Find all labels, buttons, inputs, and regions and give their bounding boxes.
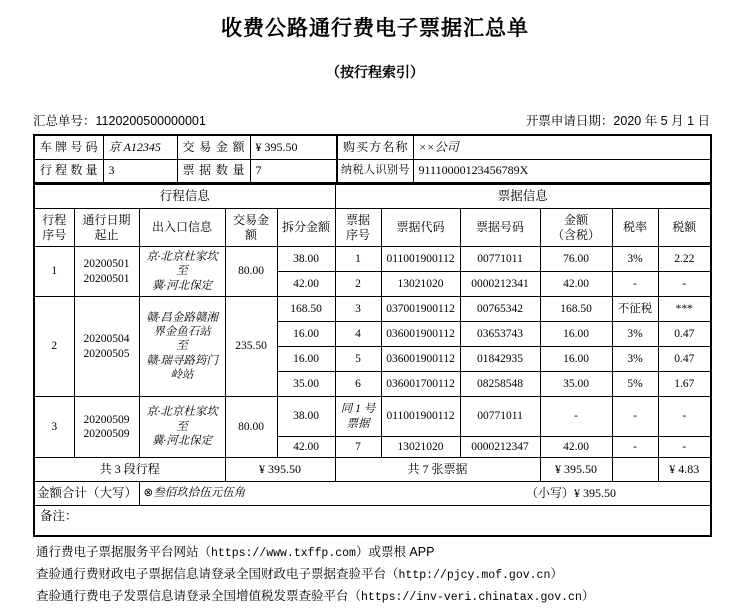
meta-row xyxy=(33,113,710,129)
issue-date xyxy=(526,113,710,129)
invoice-code-cell: 011001900112 xyxy=(381,247,460,272)
amount-words-cell xyxy=(139,482,711,506)
footer-text: ） xyxy=(550,566,563,581)
footer-url: http://pjcy.mof.gov.cn xyxy=(398,568,551,582)
group-header-row xyxy=(34,185,711,209)
invoice-amount-total-cell: ¥ 395.50 xyxy=(540,458,612,482)
split-amount-cell: 16.00 xyxy=(277,347,335,372)
invoice-code-cell: 036001900112 xyxy=(381,322,460,347)
col-header-dates: 通行日期 起止 xyxy=(74,209,139,247)
info-row-2 xyxy=(34,159,711,183)
trip-total-cell: 共 3 段行程 xyxy=(34,458,225,482)
invoice-number-cell: 00771011 xyxy=(460,247,540,272)
footer-notes xyxy=(36,545,750,605)
invoice-amount-cell: 16.00 xyxy=(540,322,612,347)
amount-small-numeric: （小写）¥ 395.50 xyxy=(526,486,617,500)
invoice-count-label: 票据数量 xyxy=(177,159,250,183)
transaction-amount-value: ¥ 395.50 xyxy=(250,135,337,159)
amount-in-words: 叁佰玖拾伍元伍角 xyxy=(153,487,246,500)
invoice-code-cell: 036001900112 xyxy=(381,347,460,372)
footer-text: 查验通行费财政电子票据信息请登录全国财政电子票据查验平台（ xyxy=(36,566,399,581)
col-header-split-amount: 拆分金额 xyxy=(277,209,335,247)
invoice-seq-cell: 4 xyxy=(335,322,381,347)
invoice-number-cell: 0000212341 xyxy=(460,272,540,297)
buyer-name-value: ××公司 xyxy=(413,135,711,159)
summary-number xyxy=(33,113,206,129)
col-header-trip-amount: 交易金额 xyxy=(225,209,277,247)
trip-amount-cell: 235.50 xyxy=(225,297,277,397)
invoice-seq-cell: 7 xyxy=(335,437,381,458)
buyer-name-label: 购买方名称 xyxy=(337,135,413,159)
footer-line-fiscal-check xyxy=(36,567,750,583)
invoice-seq-cell: 1 xyxy=(335,247,381,272)
footer-text: ） xyxy=(581,588,595,603)
invoice-amount-cell: 42.00 xyxy=(540,272,612,297)
invoice-amount-cell: - xyxy=(540,397,612,437)
tax-rate-cell: - xyxy=(612,437,658,458)
tax-amount-cell: 1.67 xyxy=(658,372,711,397)
column-header-row xyxy=(34,209,711,247)
trip-amount-cell: 80.00 xyxy=(225,397,277,458)
issue-date-value: 2020 年 5 月 1 日 xyxy=(613,114,710,128)
col-header-tax-amount: 税额 xyxy=(658,209,711,247)
footer-text: 查验通行费电子发票信息请登录全国增值税发票查验平台（ xyxy=(36,588,362,603)
tax-amount-cell: - xyxy=(658,397,711,437)
trip-invoice-table xyxy=(33,184,712,537)
col-header-route: 出入口信息 xyxy=(139,209,225,247)
amount-words-row xyxy=(34,482,711,506)
tax-rate-cell: - xyxy=(612,397,658,437)
invoice-number-cell: 08258548 xyxy=(460,372,540,397)
trip-dates-cell: 20200501 20200501 xyxy=(74,247,139,297)
tax-rate-cell: 3% xyxy=(612,347,658,372)
split-amount-cell: 168.50 xyxy=(277,297,335,322)
header-info-table xyxy=(33,134,712,184)
invoice-code-cell: 036001700112 xyxy=(381,372,460,397)
summary-number-label: 汇总单号： xyxy=(33,114,96,128)
invoice-number-cell: 00771011 xyxy=(460,397,540,437)
col-header-invoice-code: 票据代码 xyxy=(381,209,460,247)
trip-count-label: 行程数量 xyxy=(34,159,103,183)
tax-rate-cell: - xyxy=(612,272,658,297)
trip-route-cell: 赣·昌金路赣湘界金鱼石站 至 赣·瑞寻路筠门岭站 xyxy=(139,297,225,397)
invoice-number-cell: 00765342 xyxy=(460,297,540,322)
invoice-code-cell: 037001900112 xyxy=(381,297,460,322)
col-header-tax-rate: 税率 xyxy=(612,209,658,247)
info-row-1 xyxy=(34,135,711,159)
trip-count-value: 3 xyxy=(103,159,177,183)
totals-row xyxy=(34,458,711,482)
split-amount-cell: 42.00 xyxy=(277,437,335,458)
invoice-amount-cell: 35.00 xyxy=(540,372,612,397)
trip-2-subrow-1 xyxy=(34,297,711,322)
invoice-code-cell: 13021020 xyxy=(381,272,460,297)
trip-amount-cell: 80.00 xyxy=(225,247,277,297)
tax-total-cell: ¥ 4.83 xyxy=(658,458,711,482)
tax-rate-total-cell xyxy=(612,458,658,482)
split-amount-cell: 38.00 xyxy=(277,247,335,272)
col-header-invoice-seq: 票据 序号 xyxy=(335,209,381,247)
invoice-amount-cell: 42.00 xyxy=(540,437,612,458)
tax-amount-cell: 0.47 xyxy=(658,322,711,347)
tax-rate-cell: 3% xyxy=(612,322,658,347)
tax-amount-cell: - xyxy=(658,437,711,458)
trip-amount-total-cell: ¥ 395.50 xyxy=(225,458,335,482)
col-header-invoice-number: 票据号码 xyxy=(460,209,540,247)
footer-text: ）或票根 APP xyxy=(355,544,435,559)
invoice-code-cell: 13021020 xyxy=(381,437,460,458)
page-subtitle: （按行程索引） xyxy=(326,66,424,81)
invoice-total-cell: 共 7 张票据 xyxy=(335,458,540,482)
footer-line-vat-check xyxy=(36,589,750,605)
footer-url: https://www.txffp.com xyxy=(211,546,356,560)
summary-number-value: 1120200500000001 xyxy=(95,114,206,128)
invoice-amount-cell: 16.00 xyxy=(540,347,612,372)
footer-line-platform xyxy=(36,545,750,561)
taxpayer-id-label: 纳税人识别号 xyxy=(337,159,413,183)
tax-amount-cell: *** xyxy=(658,297,711,322)
invoice-seq-cell: 6 xyxy=(335,372,381,397)
trip-info-group-header: 行程信息 xyxy=(34,185,335,209)
invoice-seq-cell: 3 xyxy=(335,297,381,322)
invoice-seq-cell: 同 1 号票据 xyxy=(335,397,381,437)
remarks-cell: 备注： xyxy=(34,506,711,536)
invoice-seq-cell: 2 xyxy=(335,272,381,297)
tax-rate-cell: 5% xyxy=(612,372,658,397)
trip-seq-cell: 1 xyxy=(34,247,74,297)
invoice-count-value: 7 xyxy=(250,159,337,183)
page-title: 收费公路通行费电子票据汇总单 xyxy=(221,16,529,40)
tax-rate-cell: 不征税 xyxy=(612,297,658,322)
transaction-amount-label: 交易金额 xyxy=(177,135,250,159)
plate-value: 京 A12345 xyxy=(103,135,177,159)
remarks-row xyxy=(34,506,711,536)
amount-words-label-cell: 金额合计（大写） xyxy=(34,482,139,506)
plate-label: 车牌号码 xyxy=(34,135,103,159)
footer-url: https://inv-veri.chinatax.gov.cn xyxy=(361,590,582,604)
trip-seq-cell: 2 xyxy=(34,297,74,397)
split-amount-cell: 38.00 xyxy=(277,397,335,437)
split-amount-cell: 35.00 xyxy=(277,372,335,397)
trip-route-cell: 京·北京杜家坎 至 冀·河北保定 xyxy=(139,247,225,297)
trip-seq-cell: 3 xyxy=(34,397,74,458)
invoice-info-group-header: 票据信息 xyxy=(335,185,711,209)
invoice-number-cell: 01842935 xyxy=(460,347,540,372)
footer-text: 通行费电子票据服务平台网站（ xyxy=(36,544,212,559)
issue-date-label: 开票申请日期： xyxy=(525,114,614,128)
col-header-amount-with-tax: 金额 （含税） xyxy=(540,209,612,247)
split-amount-cell: 16.00 xyxy=(277,322,335,347)
taxpayer-id-value: 91110000123456789X xyxy=(413,159,711,183)
invoice-number-cell: 0000212347 xyxy=(460,437,540,458)
invoice-number-cell: 03653743 xyxy=(460,322,540,347)
tax-rate-cell: 3% xyxy=(612,247,658,272)
split-amount-cell: 42.00 xyxy=(277,272,335,297)
trip-route-cell: 京·北京杜家坎 至 冀·河北保定 xyxy=(139,397,225,458)
tax-amount-cell: 0.47 xyxy=(658,347,711,372)
tax-amount-cell: - xyxy=(658,272,711,297)
col-header-trip-seq: 行程 序号 xyxy=(34,209,74,247)
invoice-seq-cell: 5 xyxy=(335,347,381,372)
trip-dates-cell: 20200509 20200509 xyxy=(74,397,139,458)
zero-circle-symbol: ⊗ xyxy=(143,487,154,500)
trip-1-subrow-1 xyxy=(34,247,711,272)
trip-3-subrow-1 xyxy=(34,397,711,437)
trip-dates-cell: 20200504 20200505 xyxy=(74,297,139,397)
tax-amount-cell: 2.22 xyxy=(658,247,711,272)
invoice-amount-cell: 76.00 xyxy=(540,247,612,272)
invoice-amount-cell: 168.50 xyxy=(540,297,612,322)
invoice-code-cell: 011001900112 xyxy=(381,397,460,437)
